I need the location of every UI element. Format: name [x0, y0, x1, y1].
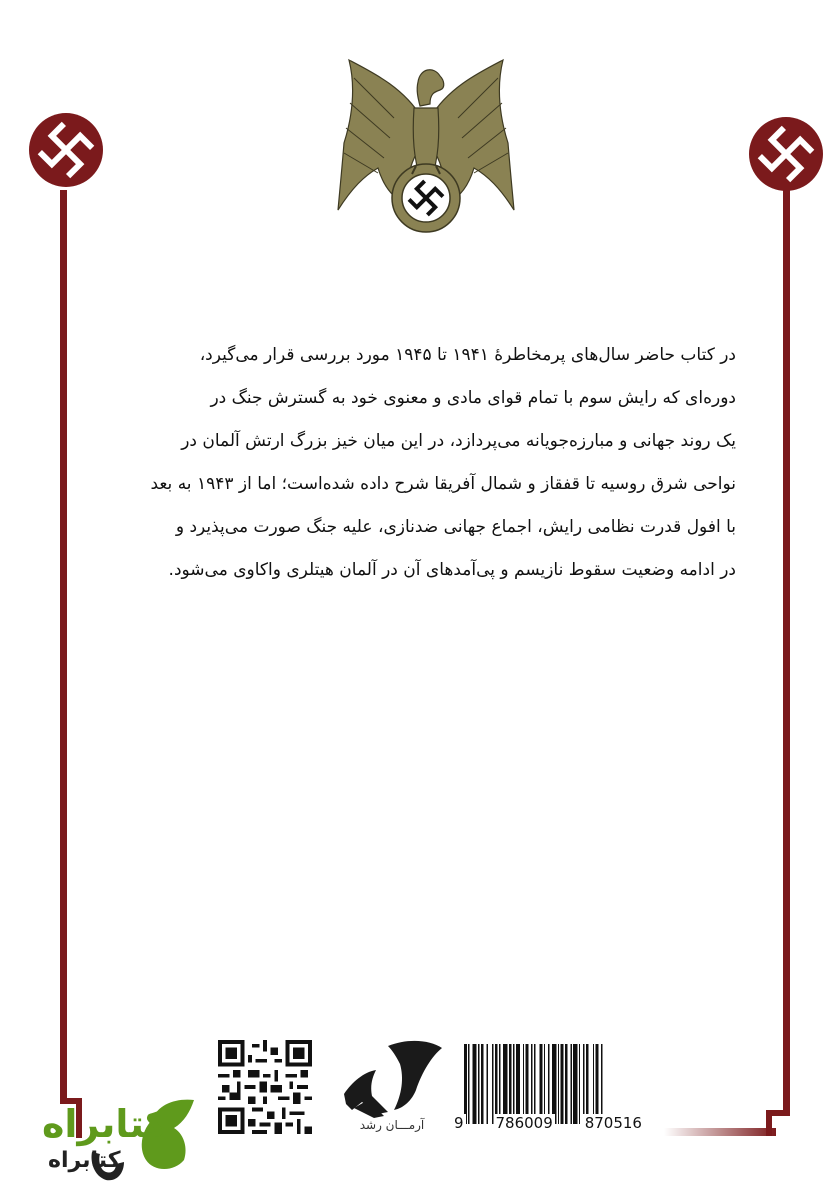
watermark-text-small: کتابراه	[48, 1148, 121, 1173]
isbn-digit-group: 9	[454, 1114, 464, 1132]
description-line: با افول قدرت نظامی رایش، اجماع جهانی ضدنازی، علیه جنگ صورت می‌پذیرد و	[175, 517, 736, 537]
qr-code[interactable]	[218, 1040, 312, 1134]
watermark-text-large: کتابراه	[42, 1102, 168, 1146]
description-line: یک روند جهانی و مبارزه‌جویانه می‌پردازد، در این میان خیز بزرگ ارتش آلمان در	[181, 431, 736, 451]
right-frame-vertical	[783, 190, 790, 1116]
eagle-emblem-icon	[334, 48, 518, 238]
swastika-circle-icon	[28, 112, 104, 188]
description-line: دوره‌ای که رایش سوم با تمام قوای مادی و معنوی خود به گسترش جنگ در	[210, 388, 736, 408]
isbn-digits	[452, 1114, 644, 1132]
bottom-right-fade-line	[664, 1128, 776, 1136]
description-line: نواحی شرق روسیه تا قفقاز و شمال آفریقا شرح داده شده‌است؛ اما از ۱۹۴۳ به بعد	[150, 474, 736, 494]
description-line: در کتاب حاضر سال‌های پرمخاطرهٔ ۱۹۴۱ تا ۱۹۴۵ مورد بررسی قرار می‌گیرد،	[199, 345, 736, 365]
left-frame-vertical	[60, 190, 67, 1100]
back-cover-description	[112, 334, 736, 592]
description-line: در ادامه وضعیت سقوط نازیسم و پی‌آمدهای آن در آلمان هیتلری واکاوی می‌شود.	[168, 560, 736, 580]
swastika-circle-icon	[748, 116, 824, 192]
publisher-name: آرمـــان رشد	[359, 1118, 425, 1132]
isbn-digit-group: 786009	[495, 1114, 553, 1132]
isbn-digit-group: 870516	[584, 1114, 642, 1132]
